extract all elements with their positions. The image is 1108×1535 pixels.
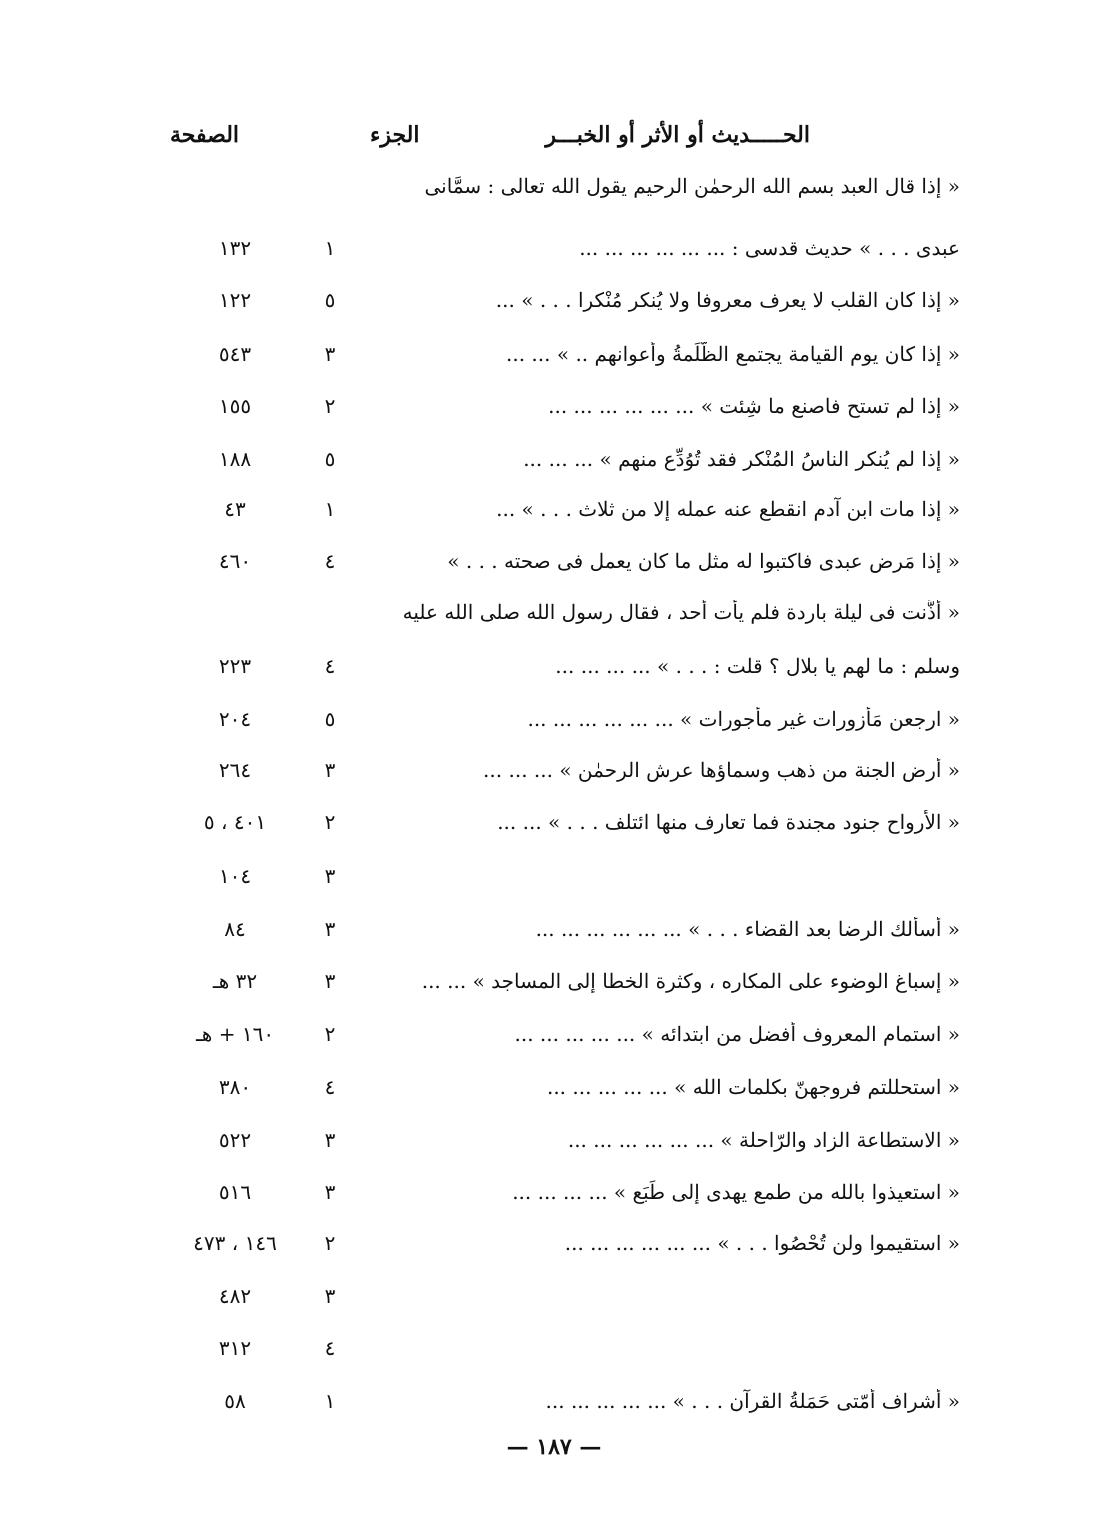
index-entry (150, 390, 970, 434)
entry-volume: ٢ (324, 394, 336, 418)
entry-volume: ٥ (324, 288, 336, 312)
entry-text: « إذا قال العبد بسم الله الرحمٰن الرحيم يقول الله تعالى : سمَّانى (424, 174, 960, 198)
entry-volume: ٣ (324, 1128, 336, 1152)
entry-text: « إذا كان يوم القيامة يجتمع الظَّلَمةُ وأعوانهم .. » ... ... (505, 342, 960, 366)
header-page-label: الصفحة (170, 122, 240, 148)
index-entry (150, 650, 970, 694)
entry-volume: ٣ (324, 917, 336, 941)
index-entry (150, 806, 970, 850)
entry-page: ٣٢ هـ (212, 969, 258, 993)
entry-page: ٢٦٤ (218, 758, 252, 782)
entry-volume: ١ (324, 1389, 336, 1413)
entry-volume: ٤ (324, 1075, 336, 1099)
entry-volume: ٢ (324, 1022, 336, 1046)
entry-text: « ارجعن مَأزورات غير مأْجورات » ... ... ... ... ... ... (527, 707, 960, 731)
entry-page: ٤٨٢ (218, 1284, 252, 1308)
entry-text: « استعيذوا بالله من طمع يهدى إلى طَبَع » ... ... ... ... (512, 1180, 960, 1204)
index-entry (150, 1227, 970, 1271)
index-entry (150, 1124, 970, 1168)
entry-volume: ٣ (324, 1180, 336, 1204)
entry-volume: ١ (324, 497, 336, 521)
entry-page: ١٨٨ (218, 447, 252, 471)
column-header (160, 122, 980, 162)
entry-page: ٢٢٣ (218, 654, 252, 678)
entry-volume: ٣ (324, 758, 336, 782)
index-entry (150, 338, 970, 382)
header-title: الحـــــديث أو الأثر أو الخبـــر (545, 122, 810, 148)
index-entry (150, 965, 970, 1009)
entry-page: ١٠٤ (218, 864, 252, 888)
entry-page: ١٢٢ (218, 288, 252, 312)
page-number: — ١٨٧ — (506, 1434, 602, 1460)
entry-text: « أرض الجنة من ذهب وسماؤها عرش الرحمٰن » ... ... ... (483, 758, 960, 782)
entry-volume: ٣ (324, 342, 336, 366)
index-entry (150, 170, 970, 214)
index-entry (150, 443, 970, 487)
entry-text: « الأرواح جنود مجندة فما تعارف منها ائتلف . . . » ... ... (497, 810, 960, 834)
entry-text: « أسألك الرضا بعد القضاء . . . » ... ... ... ... ... ... (535, 917, 960, 941)
entry-text: « إذا مات ابن آدم انقطع عنه عمله إلا من ثلاث . . . » ... (496, 497, 960, 521)
entry-page: ١٥٥ (218, 394, 252, 418)
entry-page: ٢٠٤ (218, 707, 252, 731)
entry-text: « استحللتم فروجهنّ بكلمات الله » ... ... ... ... ... (546, 1075, 960, 1099)
index-entry (150, 1332, 970, 1376)
entry-page: ٣١٢ (218, 1336, 252, 1360)
entry-volume: ١ (324, 236, 336, 260)
entry-page: ٥٤٣ (218, 342, 252, 366)
index-entry (150, 232, 970, 276)
index-entry (150, 754, 970, 798)
entry-page: ٨٤ (224, 917, 246, 941)
entry-volume: ٤ (324, 654, 336, 678)
entry-volume: ٤ (324, 1336, 336, 1360)
entry-page: ١٣٢ (218, 236, 252, 260)
entry-text: وسلم : ما لهم يا بلال ؟ قلت : . . . » ... ... ... ... (555, 654, 960, 678)
entry-page: ١٤٦ ، ٤٧٣ (193, 1231, 277, 1255)
entry-page: ٤٦٠ (218, 549, 252, 573)
entry-page: ٣٨٠ (218, 1075, 252, 1099)
entry-text: « أذَّنت فى ليلة باردة فلم يأْت أحد ، فقال رسول الله صلى الله عليه (402, 600, 960, 624)
entry-page: ٥٢٢ (218, 1128, 252, 1152)
index-entry (150, 284, 970, 328)
entry-page: ٤٠١ ، ٥ (203, 810, 267, 834)
entry-page: ٥٨ (224, 1389, 246, 1413)
index-entry (150, 493, 970, 537)
header-volume-label: الجزء (370, 122, 420, 148)
entry-page: ٥١٦ (218, 1180, 252, 1204)
entry-text: « استقيموا ولن تُحْصُوا . . . » ... ... ... ... ... ... (564, 1231, 960, 1255)
entry-volume: ٥ (324, 707, 336, 731)
index-entry (150, 1071, 970, 1115)
index-entry (150, 596, 970, 640)
index-entry (150, 545, 970, 589)
index-entry (150, 1176, 970, 1220)
entry-page: ١٦٠ + هـ (195, 1022, 275, 1046)
entry-text: عبدى . . . » حديث قدسى : ... ... ... ... ... ... (579, 236, 960, 260)
entry-text: « الاستطاعة الزاد والرّاحلة » ... ... ... ... ... ... (567, 1128, 960, 1152)
entry-text: « استمام المعروف أفضل من ابتدائه » ... ... ... ... ... (514, 1022, 960, 1046)
index-entry (150, 703, 970, 747)
entry-volume: ٢ (324, 810, 336, 834)
entry-volume: ٥ (324, 447, 336, 471)
entry-volume: ٣ (324, 1284, 336, 1308)
entry-text: « إذا لم تستحِ فاصنع ما شِئت » ... ... ... ... ... ... (548, 394, 960, 418)
index-entry (150, 1385, 970, 1429)
entry-text: « إسباغ الوضوء على المكاره ، وكثرة الخطا إلى المساجد » ... ... (421, 969, 960, 993)
entry-text: « إذا لم يُنكر الناسُ المُنْكر فقد تُوُدِّع منهم » ... ... ... (523, 447, 960, 471)
entry-volume: ٤ (324, 549, 336, 573)
entry-text: « إذا مَرِض عبدى فاكتبوا له مثل ما كان يعمل فى صحته . . . » (447, 549, 960, 573)
entry-volume: ٣ (324, 969, 336, 993)
entry-volume: ٢ (324, 1231, 336, 1255)
index-entry (150, 1018, 970, 1062)
index-entry (150, 860, 970, 904)
index-entry (150, 913, 970, 957)
index-entry (150, 1280, 970, 1324)
entry-text: « إذا كان القلب لا يعرف معروفا ولا يُنكر مُنْكرا . . . » ... (495, 288, 960, 312)
entry-page: ٤٣ (224, 497, 246, 521)
entry-text: « أشراف أُمّتى حَمَلةُ القرآن . . . » ... ... ... ... ... (545, 1389, 960, 1413)
entry-volume: ٣ (324, 864, 336, 888)
